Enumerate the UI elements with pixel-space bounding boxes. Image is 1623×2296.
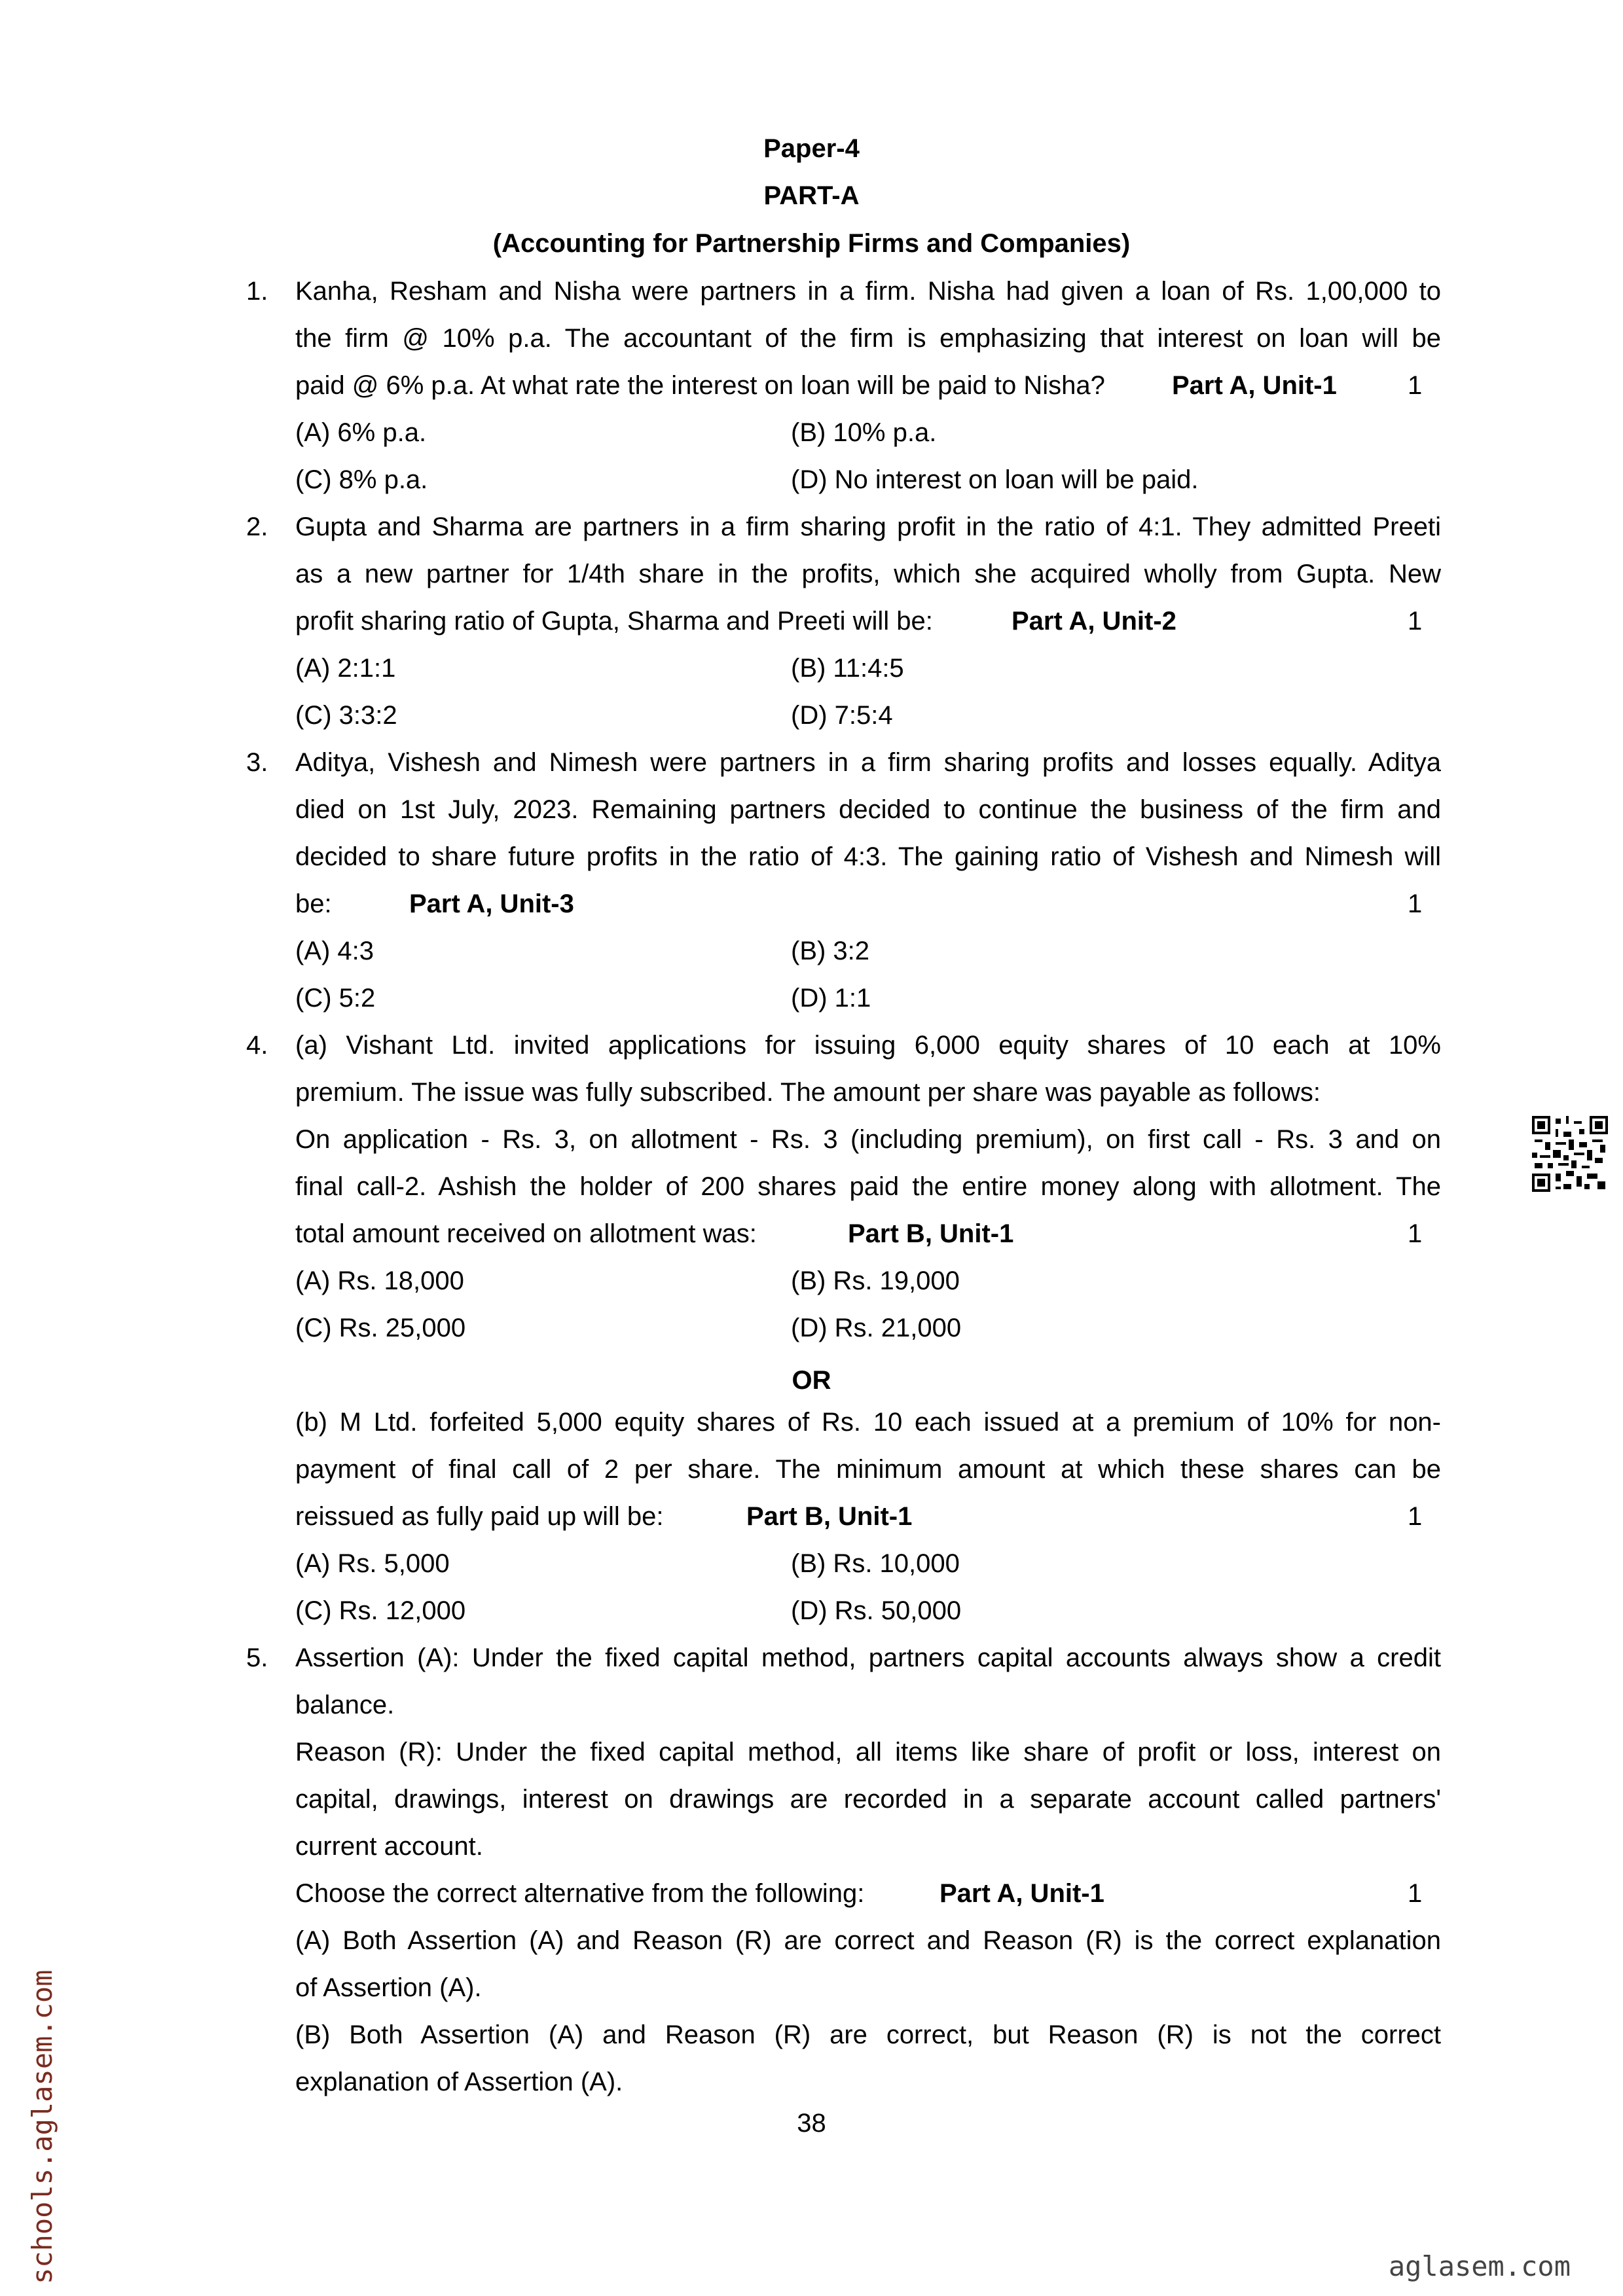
q2-line-2: as a new partner for 1/4th share in the profits, which she acquired wholly from Gupta. New [295,560,1441,588]
q5-marks: 1 [1408,1879,1423,1908]
q5-line-3: Reason (R): Under the fixed capital method, all items like share of profit or loss, interest on [295,1738,1441,1767]
q4-option-b: (B) Rs. 19,000 [791,1266,960,1295]
q4b-unit-tag: Part B, Unit-1 [746,1502,913,1531]
q4b-option-d: (D) Rs. 50,000 [791,1596,962,1625]
q4-line-3: On application - Rs. 3, on allotment - Rs. 3 (including premium), on first call - Rs. 3 and on [295,1125,1441,1154]
q5-line-6: Choose the correct alternative from the following: [295,1879,865,1908]
q3-marks: 1 [1408,889,1423,918]
q5-line-2: balance. [295,1691,395,1719]
q5-option-a-line-1: (A) Both Assertion (A) and Reason (R) are correct and Reason (R) is the correct explanation [295,1926,1441,1955]
q4b-line-3: reissued as fully paid up will be: [295,1502,664,1531]
q3-line-1: Aditya, Vishesh and Nimesh were partners in a firm sharing profits and losses equally. Aditya [295,748,1441,777]
q2-line-3: profit sharing ratio of Gupta, Sharma and Preeti will be: [295,607,933,636]
q4b-option-b: (B) Rs. 10,000 [791,1549,960,1578]
q3-line-3: decided to share future profits in the ratio of 4:3. The gaining ratio of Vishesh and Nimesh will [295,842,1441,871]
q1-option-a: (A) 6% p.a. [295,418,427,447]
q2-number: 2. [246,512,268,541]
q3-unit-tag: Part A, Unit-3 [409,889,574,918]
q2-option-b: (B) 11:4:5 [791,654,904,683]
q4-unit-tag: Part B, Unit-1 [848,1219,1014,1248]
q1-line-1: Kanha, Resham and Nisha were partners in a firm. Nisha had given a loan of Rs. 1,00,000 to [295,277,1441,306]
q5-option-b-line-2: explanation of Assertion (A). [295,2068,623,2096]
q4-line-4: final call-2. Ashish the holder of 200 shares paid the entire money along with allotment. The [295,1172,1441,1201]
q2-option-c: (C) 3:3:2 [295,701,397,730]
q1-unit-tag: Part A, Unit-1 [1172,371,1337,400]
part-title: PART-A [763,181,860,210]
q4b-marks: 1 [1408,1502,1423,1531]
q4-line-5: total amount received on allotment was: [295,1219,757,1248]
or-separator: OR [792,1366,831,1395]
q5-line-1: Assertion (A): Under the fixed capital method, partners capital accounts always show a credit [295,1643,1441,1672]
q3-option-c: (C) 5:2 [295,984,376,1013]
q4-number: 4. [246,1031,268,1060]
q4-option-a: (A) Rs. 18,000 [295,1266,464,1295]
q5-number: 5. [246,1643,268,1672]
side-watermark: schools.aglasem.com [26,1969,58,2284]
q1-number: 1. [246,277,268,306]
bottom-watermark: aglasem.com [1388,2250,1571,2282]
q4b-line-1: (b) M Ltd. forfeited 5,000 equity shares of Rs. 10 each issued at a premium of 10% for non- [295,1408,1441,1437]
q2-unit-tag: Part A, Unit-2 [1012,607,1176,636]
q1-marks: 1 [1408,371,1423,400]
paper-title: Paper-4 [763,134,860,163]
q2-option-a: (A) 2:1:1 [295,654,396,683]
q4-option-d: (D) Rs. 21,000 [791,1314,962,1342]
q4-line-2: premium. The issue was fully subscribed. The amount per share was payable as follows: [295,1078,1321,1107]
q1-option-c: (C) 8% p.a. [295,465,428,494]
q2-line-1: Gupta and Sharma are partners in a firm sharing profit in the ratio of 4:1. They admitted Preeti [295,512,1441,541]
q3-line-2: died on 1st July, 2023. Remaining partners decided to continue the business of the firm and [295,795,1441,824]
q3-number: 3. [246,748,268,777]
q4b-option-a: (A) Rs. 5,000 [295,1549,450,1578]
q5-line-4: capital, drawings, interest on drawings are recorded in a separate account called partners' [295,1785,1441,1814]
q4-marks: 1 [1408,1219,1423,1248]
q2-marks: 1 [1408,607,1423,636]
q4-option-c: (C) Rs. 25,000 [295,1314,466,1342]
q3-option-a: (A) 4:3 [295,937,374,965]
q4b-option-c: (C) Rs. 12,000 [295,1596,466,1625]
section-subtitle: (Accounting for Partnership Firms and Companies) [492,229,1131,258]
q4-line-1: (a) Vishant Ltd. invited applications for issuing 6,000 equity shares of 10 each at 10% [295,1031,1441,1060]
q1-line-2: the firm @ 10% p.a. The accountant of the firm is emphasizing that interest on loan will be [295,324,1441,353]
qr-code-icon[interactable] [1532,1116,1608,1192]
q1-line-3: paid @ 6% p.a. At what rate the interest on loan will be paid to Nisha? [295,371,1105,400]
q4b-line-2: payment of final call of 2 per share. The minimum amount at which these shares can be [295,1455,1441,1484]
q5-unit-tag: Part A, Unit-1 [939,1879,1104,1908]
q3-option-d: (D) 1:1 [791,984,871,1013]
q3-line-4: be: [295,889,332,918]
q2-option-d: (D) 7:5:4 [791,701,893,730]
q5-line-5: current account. [295,1832,483,1861]
q3-option-b: (B) 3:2 [791,937,870,965]
q1-option-d: (D) No interest on loan will be paid. [791,465,1199,494]
q1-option-b: (B) 10% p.a. [791,418,937,447]
q5-option-a-line-2: of Assertion (A). [295,1973,482,2002]
page-number: 38 [797,2109,826,2138]
q5-option-b-line-1: (B) Both Assertion (A) and Reason (R) are correct, but Reason (R) is not the correct [295,2020,1441,2049]
